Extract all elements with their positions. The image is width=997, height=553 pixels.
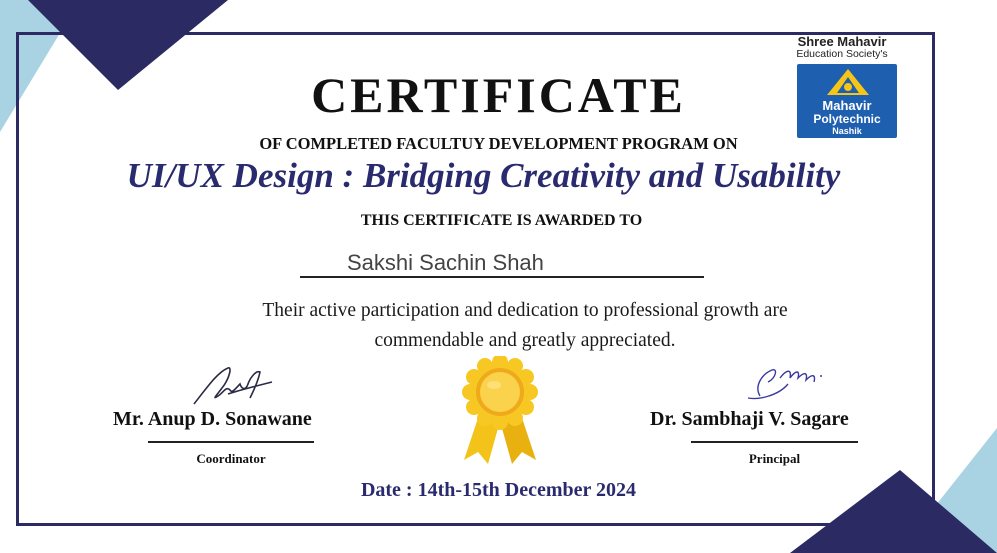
logo-name-1: Mahavir	[822, 98, 872, 113]
principal-signature	[738, 356, 834, 408]
recipient-name: Sakshi Sachin Shah	[347, 250, 544, 275]
coordinator-signature	[188, 360, 280, 412]
institution-line1: Shree Mahavir	[797, 34, 887, 49]
logo-name-2: Polytechnic	[813, 112, 881, 126]
appreciation-message	[120, 296, 930, 356]
principal-name: Dr. Sambhaji V. Sagare	[650, 408, 849, 430]
message-line-1: Their active participation and dedication to professional growth are	[262, 300, 788, 321]
awarded-to-label: THIS CERTIFICATE IS AWARDED TO	[360, 212, 643, 229]
message-line-2: commendable and greatly appreciated.	[374, 330, 676, 351]
principal-line	[691, 441, 858, 443]
institution-line2: Education Society's	[796, 48, 888, 60]
program-date: Date : 14th-15th December 2024	[360, 479, 637, 501]
institution-header	[780, 36, 904, 60]
recipient-underline	[300, 276, 704, 278]
coordinator-line	[148, 441, 314, 443]
coordinator-name: Mr. Anup D. Sonawane	[113, 408, 312, 430]
program-title: UI/UX Design : Bridging Creativity and Usability	[126, 156, 841, 195]
logo-city: Nashik	[832, 126, 862, 136]
certificate-title: CERTIFICATE	[311, 67, 686, 123]
certificate-subtitle: OF COMPLETED FACULTUY DEVELOPMENT PROGRAM ON	[259, 134, 738, 153]
principal-role: Principal	[748, 451, 801, 466]
coordinator-role: Coordinator	[196, 451, 266, 466]
award-medal-icon	[450, 356, 550, 468]
